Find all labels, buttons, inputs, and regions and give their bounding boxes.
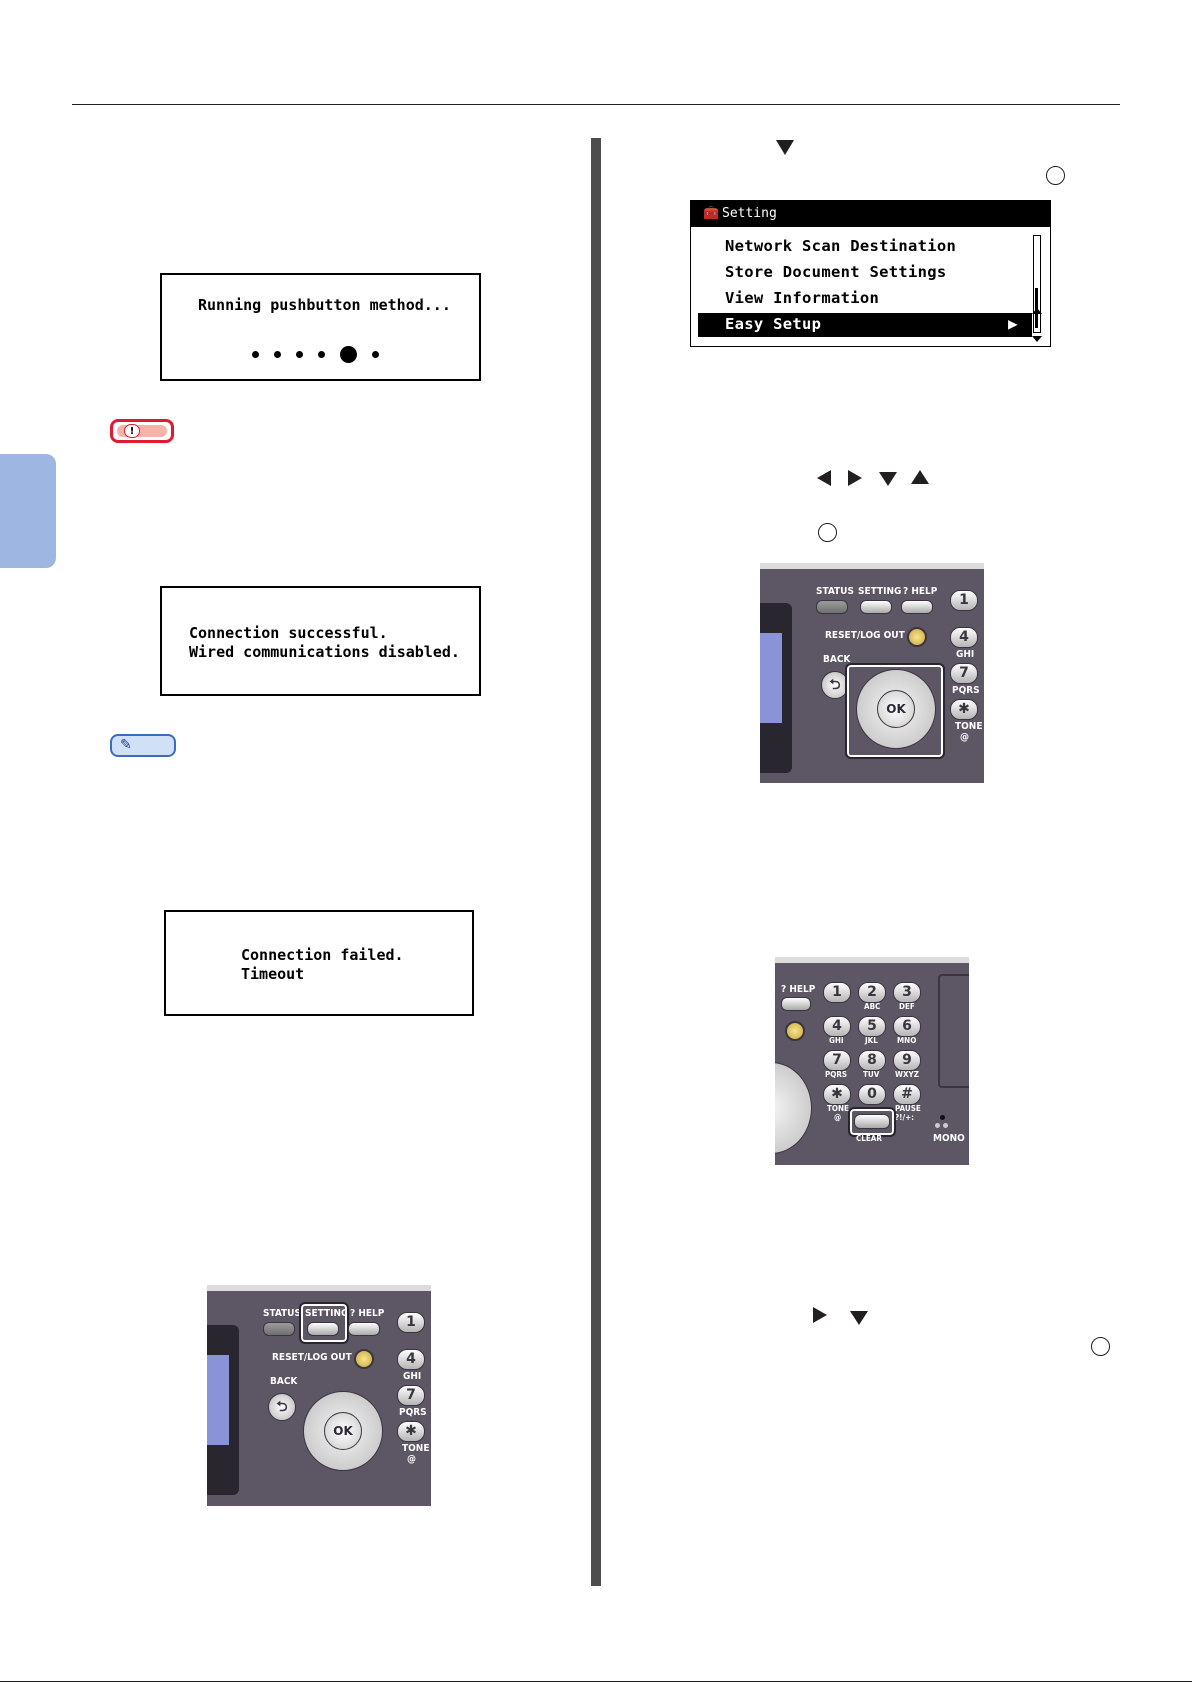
key-4[interactable]: 4 (950, 627, 978, 648)
dpad-partial[interactable] (775, 1062, 812, 1154)
progress-dot (318, 351, 325, 358)
setting-highlight (301, 1304, 347, 1342)
right-arrow-icon (848, 470, 862, 486)
progress-dots (252, 346, 379, 363)
clear-label: CLEAR (856, 1134, 882, 1143)
keypad-help-label: ? HELP (781, 984, 816, 995)
status-button[interactable] (263, 1322, 295, 1336)
selected-arrow-icon: ▶ (1008, 314, 1018, 333)
keypad-side-panel (938, 974, 969, 1088)
key-8[interactable]: 8 (858, 1050, 886, 1071)
down-arrow-icon (879, 472, 897, 486)
setting-menu-screen (690, 200, 1051, 347)
progress-dot-active (340, 346, 357, 363)
ok-circle-icon (1091, 1337, 1110, 1356)
pqrs-label: PQRS (399, 1407, 427, 1418)
ok-circle-icon (818, 523, 837, 542)
down-arrow-icon (776, 140, 794, 155)
at-label: @ (407, 1454, 416, 1465)
left-arrow-icon (817, 470, 831, 486)
status-label: STATUS (263, 1308, 301, 1319)
up-arrow-icon (911, 470, 929, 484)
key-3[interactable]: 3 (893, 982, 921, 1003)
status-button[interactable] (816, 600, 848, 614)
key-star[interactable]: ✱ (823, 1084, 851, 1105)
lcd-failed-line2: Timeout (241, 965, 305, 983)
pause-label: PAUSE (895, 1104, 921, 1113)
progress-dot (296, 351, 303, 358)
wxyz-label: WXYZ (895, 1070, 919, 1079)
reset-button[interactable] (354, 1349, 374, 1369)
jkl-label: JKL (865, 1036, 878, 1045)
def-label: DEF (899, 1002, 915, 1011)
abc-label: ABC (864, 1002, 881, 1011)
down-arrow-icon (850, 1311, 868, 1325)
mno-label: MNO (897, 1036, 917, 1045)
ghi-label: GHI (403, 1371, 422, 1382)
progress-dot (274, 351, 281, 358)
help-label: ? HELP (350, 1308, 385, 1319)
footer-rule (0, 1681, 1192, 1682)
reset-label: RESET/LOG OUT (825, 630, 905, 641)
ok-button[interactable]: OK (324, 1412, 362, 1450)
note-badge (110, 419, 174, 443)
setting-label: SETTING (305, 1308, 349, 1319)
key-5[interactable]: 5 (858, 1016, 886, 1037)
numeric-keypad (820, 982, 930, 1152)
key-4[interactable]: 4 (397, 1349, 425, 1370)
menu-item-network-scan-destination[interactable]: Network Scan Destination (725, 237, 957, 255)
menu-item-view-information[interactable]: View Information (725, 289, 880, 307)
lcd-pushbutton-screen (160, 273, 481, 381)
lcd-success-line1: Connection successful. (189, 624, 388, 642)
keypad-help-button[interactable] (781, 997, 811, 1011)
ok-circle-icon (1046, 166, 1065, 185)
at-label: @ (960, 732, 969, 743)
ghi-label: GHI (956, 649, 975, 660)
column-divider (591, 138, 601, 1586)
ok-button[interactable]: OK (877, 690, 915, 728)
key-6[interactable]: 6 (893, 1016, 921, 1037)
back-label: BACK (823, 654, 851, 665)
toolbox-icon: 🧰 (703, 206, 720, 221)
back-button[interactable]: ⮌ (821, 671, 849, 699)
lcd-pushbutton-text: Running pushbutton method... (198, 296, 451, 314)
lcd-success-screen (160, 586, 481, 696)
mono-led (943, 1123, 948, 1128)
panel-screen (760, 603, 792, 773)
tuv-label: TUV (863, 1070, 880, 1079)
setting-button[interactable] (860, 600, 892, 614)
mono-led (940, 1115, 945, 1120)
key-7[interactable]: 7 (950, 663, 978, 684)
menu-scrollbar[interactable] (1033, 235, 1041, 333)
ghi-label: GHI (829, 1036, 844, 1045)
lcd-failed-screen (164, 910, 474, 1016)
back-button[interactable]: ⮌ (268, 1393, 296, 1421)
key-star[interactable]: ✱ (397, 1421, 425, 1442)
key-0[interactable]: 0 (858, 1084, 886, 1105)
setting-label: SETTING (858, 586, 902, 597)
setting-menu-title: Setting (722, 206, 777, 221)
back-label: BACK (270, 1376, 298, 1387)
pqrs-label: PQRS (825, 1070, 848, 1079)
tone-label: TONE (402, 1443, 430, 1454)
header-rule (72, 104, 1120, 105)
progress-dot (252, 351, 259, 358)
menu-item-easy-setup[interactable]: Easy Setup (725, 315, 822, 333)
menu-item-store-document-settings[interactable]: Store Document Settings (725, 263, 947, 281)
status-label: STATUS (816, 586, 854, 597)
help-button[interactable] (348, 1322, 380, 1336)
dpad-highlight (847, 665, 943, 757)
scroll-down-icon (1032, 336, 1042, 342)
mono-led (935, 1123, 940, 1128)
reset-button[interactable] (785, 1021, 805, 1041)
right-arrow-icon (813, 1307, 827, 1323)
mono-label: MONO (933, 1133, 965, 1144)
warning-icon: ! (124, 424, 140, 438)
control-panel-setting-photo (207, 1285, 431, 1506)
key-7[interactable]: 7 (397, 1385, 425, 1406)
panel-screen (207, 1325, 239, 1495)
key-2[interactable]: 2 (858, 982, 886, 1003)
key-hash[interactable]: # (893, 1084, 921, 1105)
control-panel-dpad-photo (760, 563, 984, 783)
pqrs-label: PQRS (952, 685, 980, 696)
key-1[interactable]: 1 (950, 590, 978, 611)
lcd-success-line2: Wired communications disabled. (189, 643, 460, 661)
tone-label: TONE (955, 721, 983, 732)
key-7[interactable]: 7 (823, 1050, 851, 1071)
key-star[interactable]: ✱ (950, 699, 978, 720)
key-1[interactable]: 1 (397, 1312, 425, 1333)
key-1[interactable]: 1 (823, 982, 851, 1003)
memo-badge (110, 734, 176, 757)
lcd-failed-line1: Connection failed. (241, 946, 404, 964)
help-button[interactable] (901, 600, 933, 614)
scroll-up-icon (1032, 308, 1042, 314)
keypad-panel-photo (775, 957, 969, 1165)
chapter-tab (0, 454, 56, 568)
reset-label: RESET/LOG OUT (272, 1352, 352, 1363)
reset-button[interactable] (907, 627, 927, 647)
progress-dot (372, 351, 379, 358)
symbols-label: ?!/+: (895, 1113, 914, 1122)
key-9[interactable]: 9 (893, 1050, 921, 1071)
clear-highlight (850, 1109, 894, 1135)
at-label: @ (834, 1113, 842, 1122)
tone-label: TONE (827, 1104, 849, 1113)
help-label: ? HELP (903, 586, 938, 597)
setting-menu-titlebar (691, 201, 1050, 227)
key-4[interactable]: 4 (823, 1016, 851, 1037)
pencil-icon: ✎ (120, 737, 132, 753)
